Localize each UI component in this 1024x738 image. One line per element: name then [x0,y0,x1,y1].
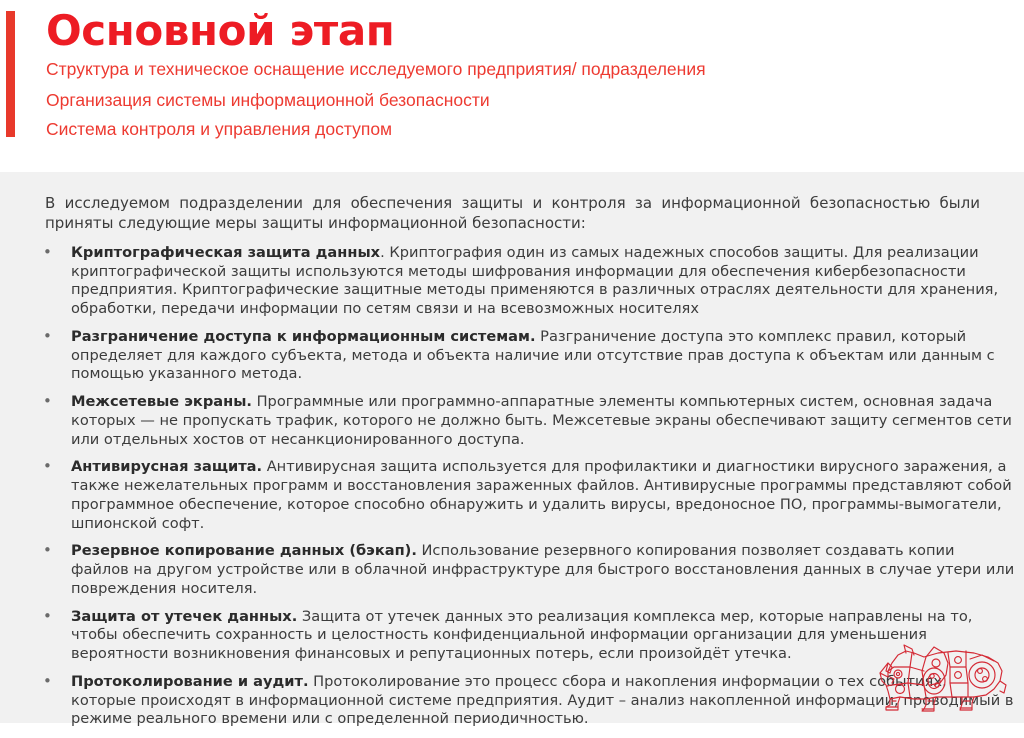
bullet-marker-icon: • [43,242,52,261]
list-item-title: Криптографическая защита данных [71,243,381,261]
bullet-marker-icon: • [43,671,52,690]
list-item [40,458,1016,533]
measures-list [40,242,1015,729]
page-title: Основной этап [46,6,395,55]
list-item [40,244,1016,319]
list-item-title: Защита от утечек данных. [71,607,298,625]
slide-body [0,172,1024,728]
list-item-title: Резервное копирование данных (бэкап). [71,542,417,560]
list-item-text: Разграничение доступа это комплекс правил, который определяет для каждого субъекта, метода и объекта наличие или отсутствие прав доступа к объектам или данным с помощью указанного метода. [71,327,995,383]
list-item [40,542,1016,598]
list-item-text: Антивирусная защита используется для профилактики и диагностики вирусного заражения, а также нежелательных программ и восстановления зараженных файлов. Антивирусные программы представляют собой программное обеспечение, которое способно обнаружить и удалить вирусы, вредоносное ПО, программы-вымогатели, шпионской софт. [71,458,1012,532]
list-item-title: Протоколирование и аудит. [71,672,309,690]
bullet-marker-icon: • [43,326,52,345]
list-item-text: Защита от утечек данных это реализация комплекса мер, которые направлены на то, чтобы обеспечить сохранность и целостность конфиденциальной информации организации для уменьшения вероятности возникновения финансовых и репутационных потерь, если произойдёт утечка. [71,607,973,663]
header-accent-bar [6,11,15,137]
list-item-text: Программные или программно-аппаратные элементы компьютерных систем, основная задача которых — не пропускать трафик, которого не должно быть. Межсетевые экраны обеспечивают защиту сегментов сети или отдельных хостов от несанкционированного доступа. [71,393,1012,448]
list-item-text: . Криптография один из самых надежных способов защиты. Для реализации криптографической защиты используются методы шифрования информации для обеспечения кибербезопасности предприятия. Криптографические защитные методы применяются в различных отраслях деятельности для хранения, обработки, передачи информации по сетям связи и на всевозможных носителях [71,243,999,318]
bullet-marker-icon: • [43,541,52,560]
header-subtitle-1: Структура и техническое оснащение исследуемого предприятия/ подразделения [46,59,706,79]
list-item [40,328,1016,384]
list-item-text: Использование резервного копирования позволяет создавать копии файлов на другом устройстве или в облачной инфраструктуре для быстрого восстановления данных в случае утери или повреждения носителя. [71,542,1015,597]
bullet-marker-icon: • [43,392,52,411]
bullet-marker-icon: • [43,606,52,625]
list-item-title: Антивирусная защита. [71,458,263,476]
header-subtitle-2: Организация системы информационной безопасности [46,90,490,110]
list-item-title: Разграничение доступа к информационным системам. [71,327,536,345]
intro-paragraph: В исследуемом подразделении для обеспечения защиты и контроля за информационной безопасностью были приняты следующие меры защиты информационной безопасности: [45,194,980,232]
list-item-title: Межсетевые экраны. [71,393,252,411]
bullet-marker-icon: • [43,457,52,476]
list-item [40,393,1016,449]
header-subtitle-3: Система контроля и управления доступом [46,119,393,139]
list-item-text: Протоколирование это процесс сбора и накопления информации о тех событиях, которые происходят в информационной системе предприятия. Аудит – анализ накопленной информации, проводимый в режиме реального времени или с определенной периодичностью. [71,672,1014,728]
rhinoceros-logo [870,641,1010,715]
slide-header [0,0,1024,172]
